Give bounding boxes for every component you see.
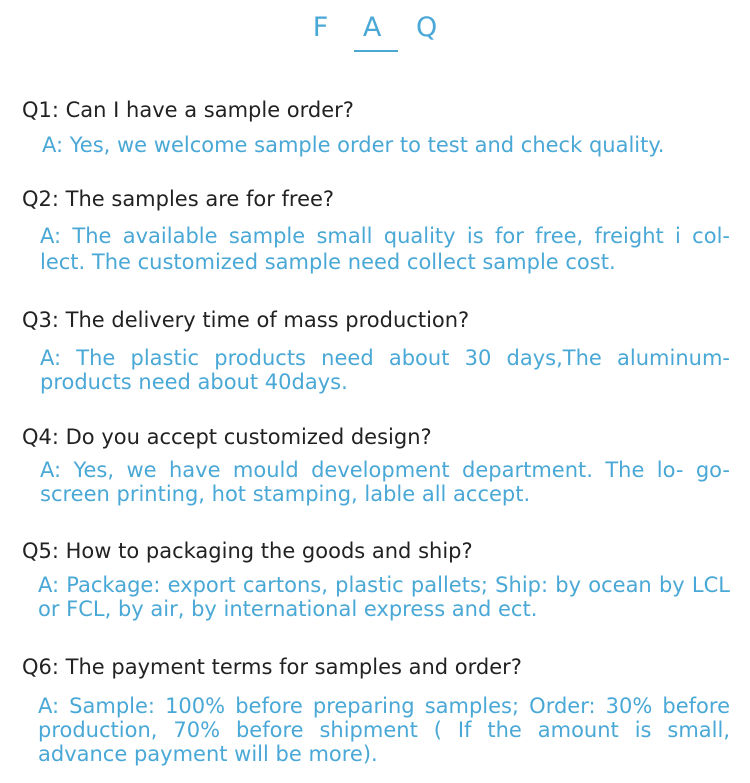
question-3: Q3: The delivery time of mass production? xyxy=(22,308,470,332)
title-underline xyxy=(354,50,398,52)
question-2: Q2: The samples are for free? xyxy=(22,187,335,211)
question-6: Q6: The payment terms for samples and order? xyxy=(22,655,522,679)
answer-2: A: The available sample small quality is for free, freight i col- lect. The customized sample need collect sample cost. xyxy=(40,224,730,274)
question-1: Q1: Can I have a sample order? xyxy=(22,98,354,122)
answer-3: A: The plastic products need about 30 days,The aluminum- products need about 40days. xyxy=(40,346,730,394)
page-title: F A Q xyxy=(312,12,451,43)
question-5: Q5: How to packaging the goods and ship? xyxy=(22,539,473,563)
answer-5: A: Package: export cartons, plastic pallets; Ship: by ocean by LCL or FCL, by air, by international express and ect. xyxy=(38,573,730,621)
answer-4: A: Yes, we have mould development department. The lo- go-screen printing, hot stamping, lable all accept. xyxy=(40,458,730,506)
answer-6: A: Sample: 100% before preparing samples; Order: 30% before production, 70% before shipment ( If the amount is small, advance payment will be more). xyxy=(38,694,730,766)
answer-1: A: Yes, we welcome sample order to test and check quality. xyxy=(42,133,665,157)
question-4: Q4: Do you accept customized design? xyxy=(22,425,432,449)
